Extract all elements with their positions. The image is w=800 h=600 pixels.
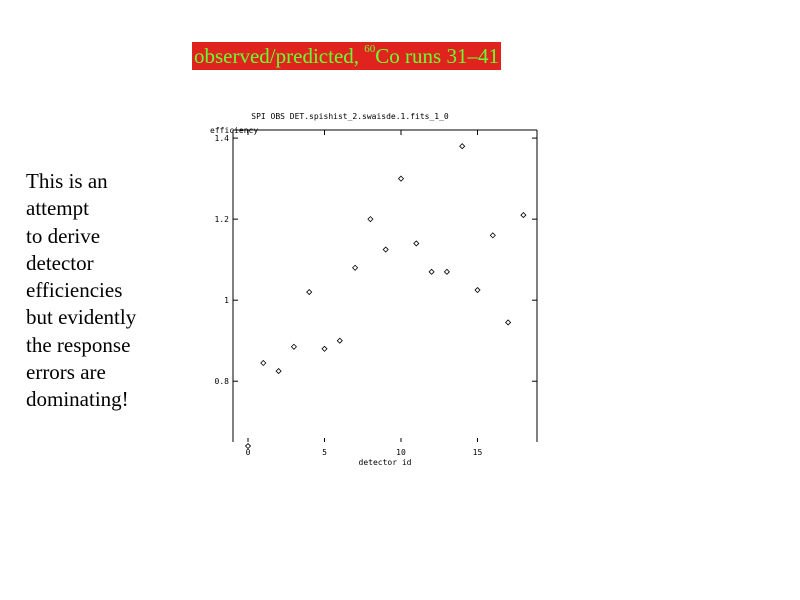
chart-points	[246, 144, 526, 449]
data-point	[307, 290, 312, 295]
banner-isotope-mass: 60	[364, 43, 376, 55]
chart-banner-title	[192, 42, 501, 70]
note-line: but evidently	[26, 305, 137, 330]
note-line: attempt	[26, 196, 89, 221]
data-point	[429, 269, 434, 274]
explanatory-note	[26, 168, 196, 414]
note-line: efficiencies	[26, 278, 123, 303]
note-line: to derive	[26, 223, 101, 248]
x-tick-label: 10	[396, 448, 406, 457]
x-tick-label: 0	[245, 448, 251, 457]
banner-text-after: Co runs 31–41	[375, 44, 499, 68]
data-point	[490, 233, 495, 238]
chart-axes	[233, 130, 537, 442]
data-point	[322, 346, 327, 351]
data-point	[460, 144, 465, 149]
x-axis-label: detector id	[358, 458, 412, 467]
x-tick-label: 5	[322, 448, 327, 457]
data-point	[506, 320, 511, 325]
note-line: the response	[26, 332, 131, 357]
data-point	[475, 288, 480, 293]
data-point	[353, 265, 358, 270]
note-line: This is an	[26, 169, 108, 193]
data-point	[276, 369, 281, 374]
note-line: detector	[26, 250, 94, 275]
note-line: errors are	[26, 360, 106, 385]
data-point	[383, 247, 388, 252]
note-line: dominating!	[26, 387, 129, 412]
data-point	[291, 344, 296, 349]
y-axis-label: efficiency	[210, 126, 259, 135]
chart-title: SPI OBS DET.spishist_2.swaisde.1.fits_1_0	[251, 112, 449, 121]
data-point	[521, 213, 526, 218]
y-tick-label: 1.2	[214, 215, 229, 225]
y-tick-label: 1.4	[214, 134, 229, 144]
y-tick-label: 0.8	[214, 377, 229, 387]
data-point	[399, 176, 404, 181]
banner-text-before: observed/predicted,	[194, 44, 365, 68]
chart-ticks	[215, 130, 537, 457]
data-point	[444, 269, 449, 274]
data-point	[414, 241, 419, 246]
scatter-chart	[190, 105, 560, 470]
data-point	[337, 338, 342, 343]
data-point	[368, 217, 373, 222]
y-tick-label: 1	[224, 296, 229, 306]
x-tick-label: 15	[472, 448, 483, 457]
data-point	[261, 360, 266, 365]
